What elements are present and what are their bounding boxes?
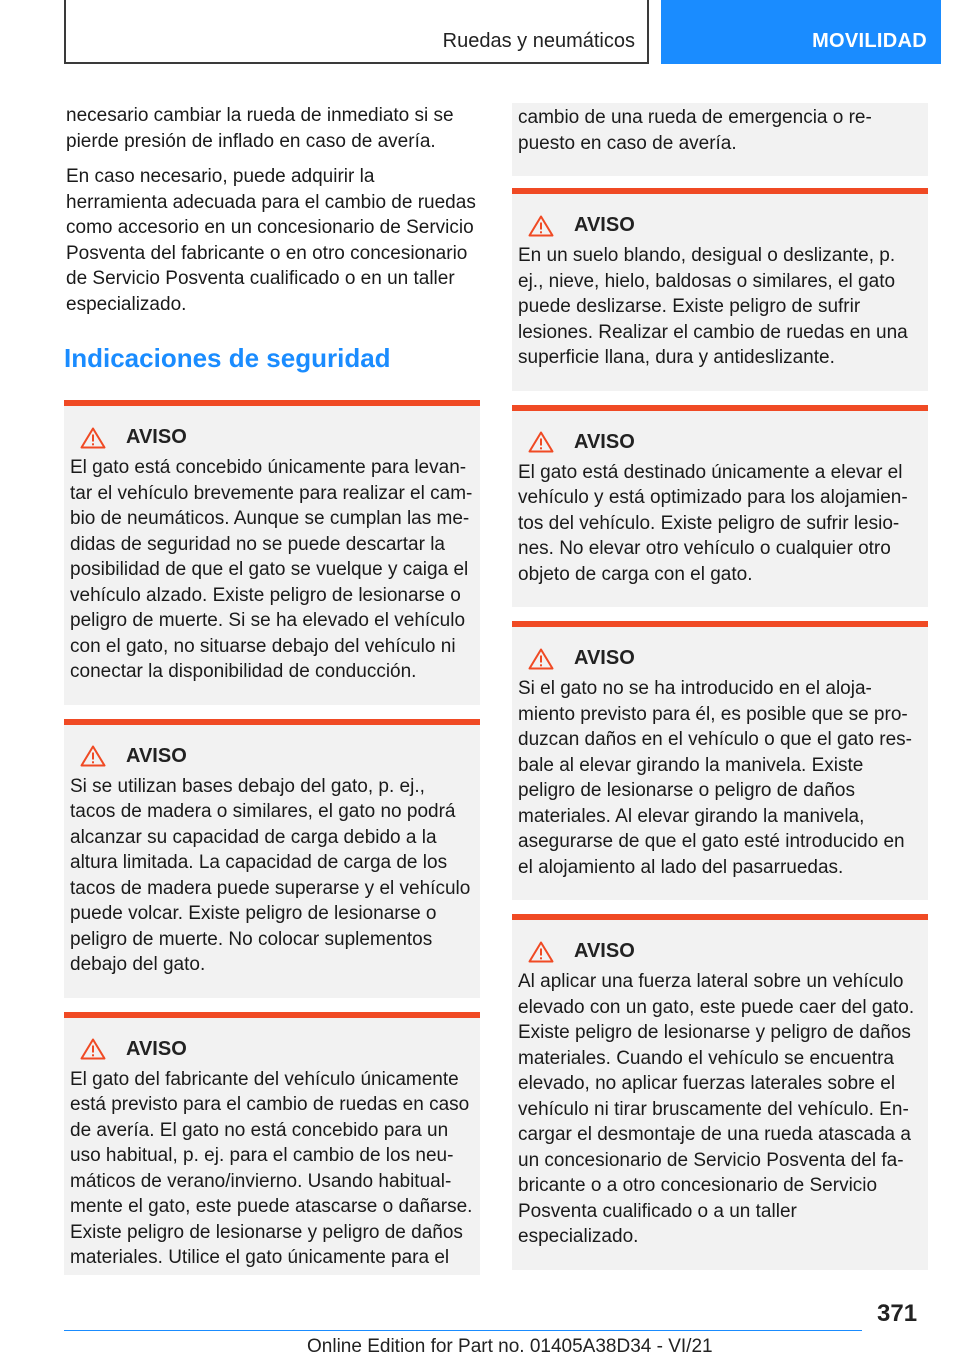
warning-box (64, 719, 480, 998)
warning-text: El gato está destinado únicamente a elevar el vehículo y está optimizado para los alojamientos del vehículo. Existe peligro de sufrir lesiones. No elevar otro vehículo o cualquier otro objeto de carga con el gato. (518, 461, 908, 585)
warning-title: AVISO (574, 647, 635, 669)
warning-box (512, 188, 928, 391)
page-number: 371 (877, 1300, 918, 1327)
warning-box (512, 914, 928, 1270)
warning-triangle-icon (528, 941, 554, 963)
warning-triangle-icon (528, 431, 554, 453)
footer-divider (64, 1330, 862, 1331)
paragraph-intro: necesario cambiar la rueda de inmediato si se pierde presión de inflado en caso de avería. (66, 105, 454, 152)
warning-triangle-icon (528, 215, 554, 237)
warning-title: AVISO (126, 1037, 187, 1060)
warning-title: AVISO (574, 940, 635, 962)
warning-title: AVISO (126, 426, 187, 448)
warning-text: El gato del fabricante del vehículo únicamente está previsto para el cambio de ruedas en caso de avería. El gato no está concebido para un uso habitual, p. ej. para el cambio de los neumáticos de verano/invierno. Usando habitualmente el gato, este puede atascarse o dañarse. Existe peligro de lesionarse y peligro de daños materiales. Utilice el gato únicamente para el (70, 1068, 473, 1268)
right-column (512, 103, 928, 1284)
warning-text: Al aplicar una fuerza lateral sobre un vehículo elevado con un gato, este puede caer del gato. Existe peligro de lesionarse y peligro de daños materiales. Cuando el vehículo se encuentra elevado, no aplicar fuerzas laterales sobre el vehículo ni tirar bruscamente del vehículo. Encargar el desmontaje de una rueda atascada a un concesionario de Servicio Posventa del fabricante o a otro concesionario de Servicio Posventa cualificado o a un taller especializado. (518, 971, 915, 1247)
warning-box (512, 621, 928, 900)
warning-title: AVISO (126, 744, 187, 767)
warning-title: AVISO (574, 214, 635, 236)
header-section-title: Ruedas y neumáticos (442, 30, 635, 52)
warning-triangle-icon (80, 745, 106, 767)
left-column (64, 103, 480, 1289)
warning-text-continued: cambio de una rueda de emergencia o repuesto en caso de avería. (518, 107, 872, 154)
header-section-tab (64, 0, 649, 64)
warning-text: El gato está concebido únicamente para levantar el vehículo brevemente para realizar el cambio de neumáticos. Aunque se cumplan las medidas de seguridad no se puede descartar la posibilidad de que el gato se vuelque y caiga el vehículo alzado. Existe peligro de lesionarse o peligro de muerte. Si se ha elevado el vehículo con el gato, no situarse debajo del vehículo ni conectar la disponibilidad de conducción. (70, 457, 473, 682)
footer-edition: Online Edition for Part no. 01405A38D34 - VI/21 (307, 1336, 713, 1357)
section-heading: Indicaciones de seguridad (64, 343, 391, 373)
header-chapter-tab (661, 0, 941, 64)
warning-triangle-icon (528, 648, 554, 670)
header-chapter-title: MOVILIDAD (812, 30, 927, 52)
warning-box (64, 1012, 480, 1275)
warning-box (512, 405, 928, 608)
paragraph-tools: En caso necesario, puede adquirir la herramienta adecuada para el cambio de ruedas como accesorio en un concesionario de Servicio Posventa del fabricante o en otro concesionario de Servicio Posventa cualificado o en un taller especializado. (66, 166, 476, 315)
warning-triangle-icon (80, 427, 106, 449)
warning-triangle-icon (80, 1038, 106, 1060)
warning-title: AVISO (574, 430, 635, 453)
warning-box (64, 400, 480, 705)
warning-text: En un suelo blando, desigual o deslizante, p. ej., nieve, hielo, baldosas o similares, el gato puede deslizarse. Existe peligro de sufrir lesiones. Realizar el cambio de ruedas en una superficie llana, dura y antideslizante. (518, 245, 908, 368)
warning-text: Si se utilizan bases debajo del gato, p. ej., tacos de madera o similares, el gato no podrá alcanzar su capacidad de carga debido a la altura limitada. La capacidad de carga de los tacos de madera puede superarse y el vehículo puede volcar. Existe peligro de lesionarse o peligro de muerte. No colocar suplementos debajo del gato. (70, 775, 471, 975)
warning-box-continued (512, 103, 928, 176)
warning-text: Si el gato no se ha introducido en el alojamiento previsto para él, es posible que se produzcan daños en el vehículo o que el gato resbale al elevar girando la manivela. Existe peligro de lesionarse o peligro de daños materiales. Al elevar girando la manivela, asegurarse de que el gato esté introducido en el alojamiento al lado del pasarruedas. (518, 678, 912, 878)
